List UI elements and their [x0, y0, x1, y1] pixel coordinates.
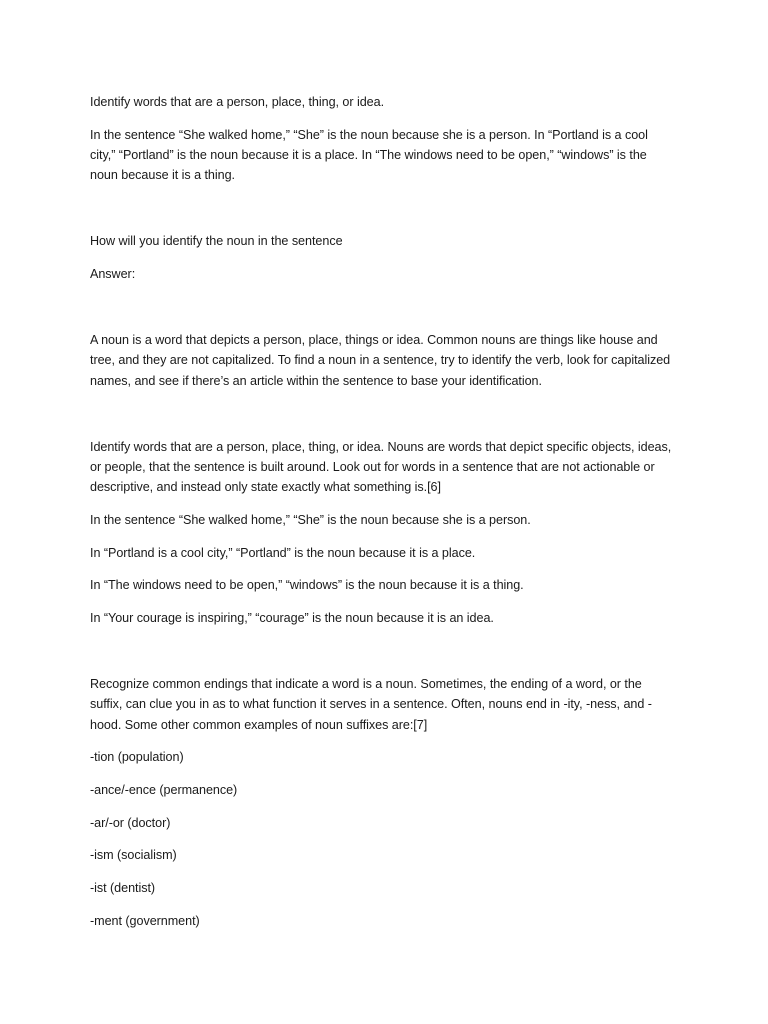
example-place: In “Portland is a cool city,” “Portland” is the noun because it is a place. — [90, 545, 476, 560]
question-text: How will you identify the noun in the sentence — [90, 234, 343, 249]
answer-label: Answer: — [90, 267, 136, 282]
example-thing: In “The windows need to be open,” “windows” is the noun because it is a thing. — [90, 578, 524, 593]
paragraph-suffixes: Recognize common endings that indicate a word is a noun. Sometimes, the ending of a word, or the suffix, can clue you in as to what function it serves in a sentence. Often, nouns end in -ity, -ness, and -hood. Some other common examples of noun suffixes are:[7] — [90, 677, 652, 732]
paragraph-identify-words: Identify words that are a person, place, thing, or idea. Nouns are words that depict specific objects, ideas, or people, that the sentence is built around. Look out for words in a sentence that are not actionable or descriptive, and instead only state exactly what something is.[6] — [90, 439, 672, 495]
example-idea: In “Your courage is inspiring,” “courage” is the noun because it is an idea. — [90, 611, 494, 626]
suffix-item-ism: -ism (socialism) — [90, 848, 177, 863]
suffix-item-ment: -ment (government) — [90, 913, 200, 928]
suffix-item-ance-ence: -ance/-ence (permanence) — [90, 783, 238, 798]
suffix-item-ist: -ist (dentist) — [90, 881, 156, 896]
paragraph-intro: Identify words that are a person, place, thing, or idea. — [90, 95, 385, 109]
paragraph-answer: A noun is a word that depicts a person, place, things or idea. Common nouns are things like house and tree, and they are not capitalized. To find a noun in a sentence, try to identify the verb, look for capitalized names, and see if there’s an article within the sentence to base your identification. — [90, 333, 671, 388]
example-person: In the sentence “She walked home,” “She” is the noun because she is a person. — [90, 512, 531, 527]
suffix-item-ar-or: -ar/-or (doctor) — [90, 815, 171, 830]
paragraph-examples: In the sentence “She walked home,” “She” is the noun because she is a person. In “Portland is a cool city,” “Portland” is the noun because it is a place. In “The windows need to be open,” “windows” is the noun because it is a thing. — [90, 127, 648, 183]
suffix-item-tion: -tion (population) — [90, 750, 184, 765]
